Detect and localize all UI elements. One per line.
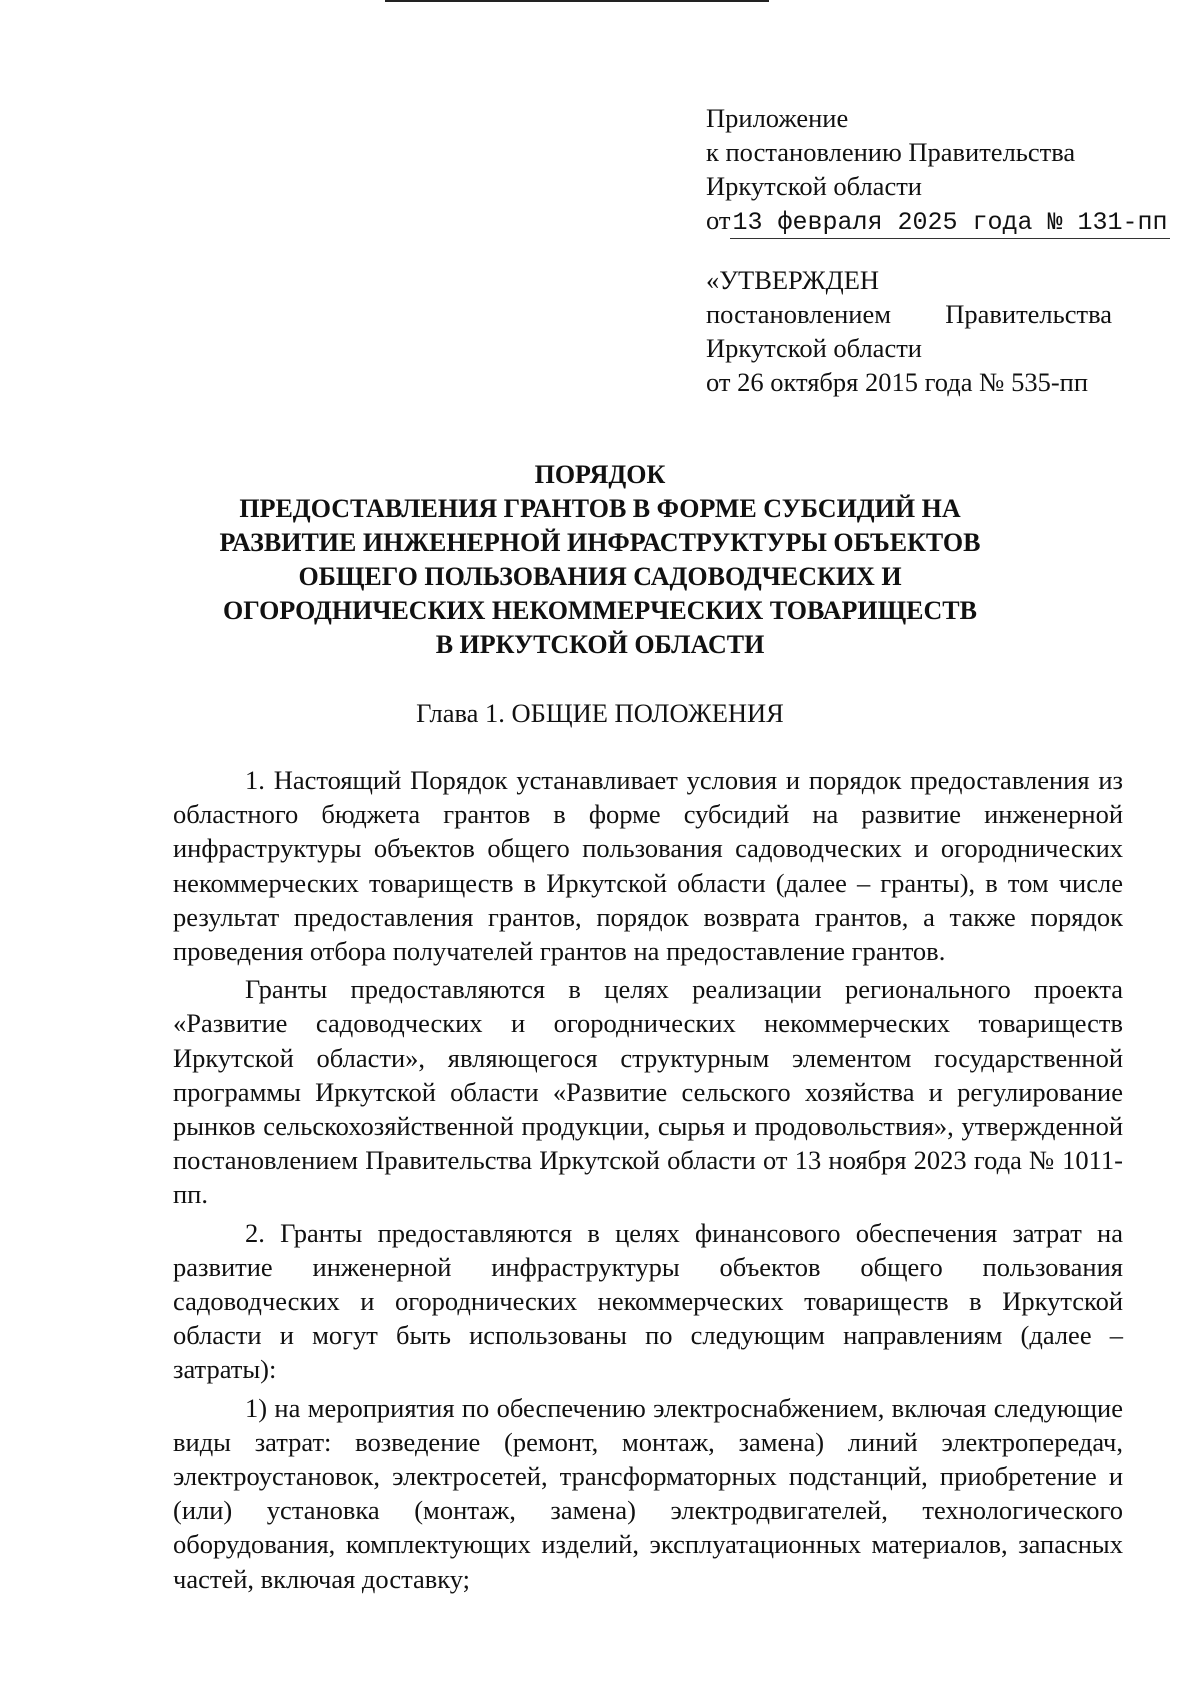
appendix-date-line xyxy=(706,203,1170,240)
title-line-6: В ИРКУТСКОЙ ОБЛАСТИ xyxy=(435,630,765,659)
approved-line-1: «УТВЕРЖДЕН xyxy=(706,265,880,295)
appendix-line-1: Приложение xyxy=(706,103,849,133)
approved-line-2 xyxy=(706,297,1112,331)
approved-line-4: от 26 октября 2015 года № 535-пп xyxy=(706,367,1089,397)
paragraph-4: 1) на мероприятия по обеспечению электроснабжением, включая следующие виды затрат: возведение (ремонт, монтаж, замена) линий электропередач, электроустановок, электросетей, трансформаторных подстанций, приобретение и (или) установка (монтаж, замена) электродвигателей, технологического оборудования, комплектующих изделий, эксплуатационных материалов, запасных частей, включая доставку; xyxy=(173,1392,1123,1594)
document-title xyxy=(150,458,1050,662)
paragraph-2: Гранты предоставляются в целях реализации регионального проекта «Развитие садоводческих и огороднических некоммерческих товариществ Иркутской области», являющегося структурным элементом государственной программы Иркутской области «Развитие сельского хозяйства и регулирование рынков сельскохозяйственной продукции, сырья и продовольствия», утвержденной постановлением Правительства Иркутской области от 13 ноября 2023 года № 1011-пп. xyxy=(173,974,1123,1210)
appendix-date-value: 13 февраля 2025 года № 131-пп xyxy=(732,208,1168,237)
document-body xyxy=(173,763,1123,1600)
title-line-2: ПРЕДОСТАВЛЕНИЯ ГРАНТОВ В ФОРМЕ СУБСИДИЙ НА xyxy=(239,494,961,523)
approved-line-2-word-2: Правительства xyxy=(945,299,1112,329)
appendix-line-2: к постановлению Правительства xyxy=(706,137,1076,167)
appendix-date-prefix: от xyxy=(706,205,731,235)
title-line-4: ОБЩЕГО ПОЛЬЗОВАНИЯ САДОВОДЧЕСКИХ И xyxy=(298,562,902,591)
title-line-5: ОГОРОДНИЧЕСКИХ НЕКОММЕРЧЕСКИХ ТОВАРИЩЕСТВ xyxy=(223,596,977,625)
appendix-line-3: Иркутской области xyxy=(706,171,922,201)
approved-line-3: Иркутской области xyxy=(706,333,922,363)
approval-stamp xyxy=(706,263,1112,399)
paragraph-3: 2. Гранты предоставляются в целях финансового обеспечения затрат на развитие инженерной инфраструктуры объектов общего пользования садоводческих и огороднических некоммерческих товариществ в Иркутской области и могут быть использованы по следующим направлениям (далее – затраты): xyxy=(173,1217,1123,1385)
chapter-heading: Глава 1. ОБЩИЕ ПОЛОЖЕНИЯ xyxy=(416,698,784,728)
appendix-header xyxy=(706,101,1170,240)
approved-line-2-word-1: постановлением xyxy=(706,299,891,329)
title-line-3: РАЗВИТИЕ ИНЖЕНЕРНОЙ ИНФРАСТРУКТУРЫ ОБЪЕКТОВ xyxy=(219,528,981,557)
title-line-1: ПОРЯДОК xyxy=(534,460,666,489)
paragraph-1: 1. Настоящий Порядок устанавливает условия и порядок предоставления из областного бюджета грантов в форме субсидий на развитие инженерной инфраструктуры объектов общего пользования садоводческих и огороднических некоммерческих товариществ в Иркутской области (далее – гранты), в том числе результат предоставления грантов, порядок возврата грантов, а также порядок проведения отбора получателей грантов на предоставление грантов. xyxy=(173,765,1123,967)
top-border-line xyxy=(385,0,769,2)
